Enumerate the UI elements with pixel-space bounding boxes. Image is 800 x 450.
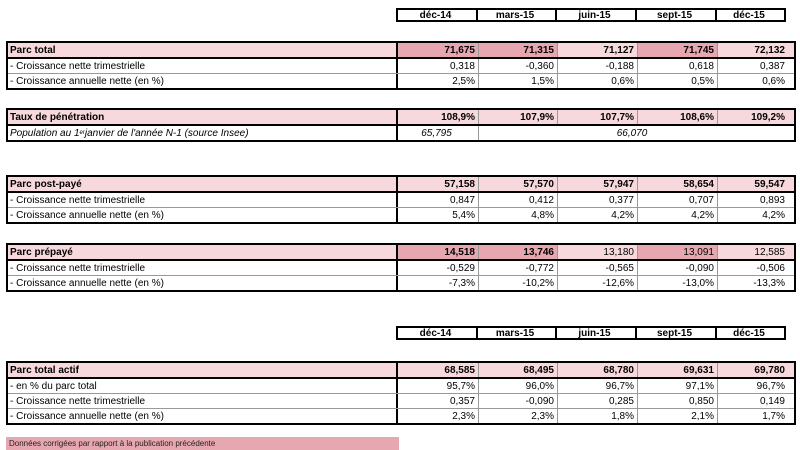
header-col: juin-15 <box>556 326 636 340</box>
header-col: mars-15 <box>477 8 556 22</box>
post-paye-block <box>6 175 796 224</box>
taux-block <box>6 108 796 142</box>
table-row: - Croissance annuelle nette (en %) 2,3% 2,3% 1,8% 2,1% 1,7% <box>10 410 785 422</box>
prepaye-block <box>6 243 796 292</box>
table-row: - Croissance annuelle nette (en %) 2,5% 1,5% 0,6% 0,5% 0,6% <box>10 75 785 87</box>
table-row: Population au 1 er janvier de l'année N-1 (source Insee) 65,795 66,070 <box>10 127 648 139</box>
header-col: mars-15 <box>477 326 556 340</box>
parc-total-block <box>6 41 796 90</box>
table-row: - Croissance annuelle nette (en %) 5,4% 4,8% 4,2% 4,2% 4,2% <box>10 209 785 221</box>
header-row-bottom <box>6 326 796 340</box>
table-row: Parc prépayé 14,518 13,746 13,180 13,091 12,585 <box>8 245 794 261</box>
legend-corrected-data: Données corrigées par rapport à la publication précédente <box>6 437 399 450</box>
population-label: Population au 1 er janvier de l'année N-1 (source Insee) <box>8 126 398 140</box>
header-col: sept-15 <box>636 326 716 340</box>
table-row: - Croissance nette trimestrielle 0,357 -0,090 0,285 0,850 0,149 <box>8 394 794 409</box>
table-row: - en % du parc total 95,7% 96,0% 96,7% 97,1% 96,7% <box>8 379 794 394</box>
table-row: Taux de pénétration 108,9% 107,9% 107,7% 108,6% 109,2% <box>8 110 794 126</box>
header-col: sept-15 <box>636 8 716 22</box>
header-col: déc-15 <box>716 326 786 340</box>
header-col: déc-15 <box>716 8 786 22</box>
header-col: juin-15 <box>556 8 636 22</box>
table-row: Parc post-payé 57,158 57,570 57,947 58,654 59,547 <box>8 177 794 193</box>
table-row: - Croissance nette trimestrielle 0,318 -0,360 -0,188 0,618 0,387 <box>8 59 794 74</box>
header-row-top <box>6 8 796 22</box>
table-row: - Croissance nette trimestrielle -0,529 -0,772 -0,565 -0,090 -0,506 <box>8 261 794 276</box>
table-row: Parc total actif 68,585 68,495 68,780 69,631 69,780 <box>8 363 794 379</box>
header-col: déc-14 <box>396 8 477 22</box>
table-row: - Croissance nette trimestrielle 0,847 0,412 0,377 0,707 0,893 <box>8 193 794 208</box>
table-row: Parc total 71,675 71,315 71,127 71,745 72,132 <box>8 43 794 59</box>
table-row: - Croissance annuelle nette (en %) -7,3% -10,2% -12,6% -13,0% -13,3% <box>10 277 785 289</box>
actif-block <box>6 361 796 425</box>
header-col: déc-14 <box>396 326 477 340</box>
